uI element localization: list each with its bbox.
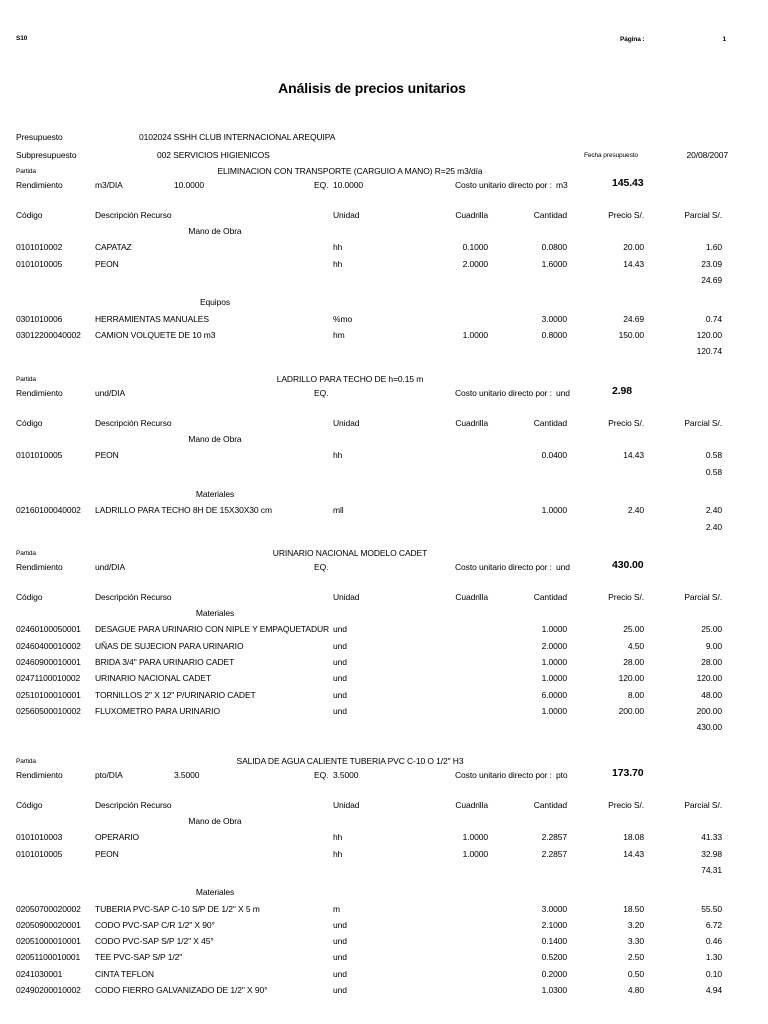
costo-value: 173.70 bbox=[612, 767, 644, 779]
page-label: Página : bbox=[620, 36, 645, 43]
presupuesto-label: Presupuesto bbox=[16, 132, 63, 142]
row-parcial: 1.30 bbox=[705, 952, 722, 963]
col-header-cantidad: Cantidad bbox=[533, 800, 567, 810]
row-unit: und bbox=[333, 968, 347, 979]
group-title: Mano de Obra bbox=[188, 226, 242, 236]
row-description: CODO FIERRO GALVANIZADO DE 1/2" X 90° bbox=[95, 985, 268, 995]
rendimiento-unit: pto/DIA bbox=[95, 770, 123, 780]
row-precio: 2.40 bbox=[627, 505, 644, 516]
row-precio: 4.80 bbox=[627, 985, 644, 995]
col-header-parcial: Parcial S/. bbox=[684, 592, 722, 602]
row-precio: 0.50 bbox=[627, 968, 644, 979]
row-description: TORNILLOS 2" X 12" P/URINARIO CADET bbox=[95, 689, 256, 700]
row-code: 02050700020002 bbox=[16, 903, 81, 914]
row-precio: 3.20 bbox=[627, 919, 644, 930]
row-parcial: 25.00 bbox=[701, 624, 722, 635]
partida-label: Partida bbox=[16, 168, 36, 175]
row-parcial: 120.00 bbox=[696, 673, 722, 684]
row-parcial: 32.98 bbox=[701, 848, 722, 859]
row-parcial: 4.94 bbox=[705, 985, 722, 995]
row-precio: 28.00 bbox=[623, 656, 644, 667]
row-code: 02051000010001 bbox=[16, 936, 81, 947]
row-unit: hm bbox=[333, 329, 345, 340]
rendimiento-label: Rendimiento bbox=[16, 180, 63, 190]
row-description: CODO PVC-SAP C/R 1/2" X 90° bbox=[95, 919, 215, 930]
row-description: PEON bbox=[95, 450, 119, 461]
row-unit: %mo bbox=[333, 313, 353, 324]
costo-label: Costo unitario directo por : bbox=[455, 388, 552, 398]
row-description: TEE PVC-SAP S/P 1/2" bbox=[95, 952, 183, 963]
row-code: 0101010002 bbox=[16, 242, 63, 253]
col-header-unidad: Unidad bbox=[333, 418, 360, 428]
costo-unit: pto bbox=[556, 770, 568, 780]
row-precio: 3.30 bbox=[627, 936, 644, 947]
row-unit: und bbox=[333, 705, 347, 716]
group-title: Materiales bbox=[195, 608, 235, 618]
eq-label: EQ. bbox=[314, 180, 329, 190]
row-cantidad: 2.2857 bbox=[541, 848, 567, 859]
row-code: 02460900010001 bbox=[16, 656, 81, 667]
row-code: 0101010005 bbox=[16, 258, 63, 269]
row-description: HERRAMIENTAS MANUALES bbox=[95, 313, 209, 324]
row-precio: 14.43 bbox=[623, 450, 644, 461]
col-header-unidad: Unidad bbox=[333, 210, 360, 220]
row-parcial: 41.33 bbox=[701, 832, 722, 843]
row-parcial: 1.60 bbox=[705, 242, 722, 253]
row-cantidad: 2.2857 bbox=[541, 832, 567, 843]
row-parcial: 0.58 bbox=[705, 450, 722, 461]
rendimiento-label: Rendimiento bbox=[16, 770, 63, 780]
row-unit: und bbox=[333, 985, 347, 995]
row-precio: 200.00 bbox=[618, 705, 644, 716]
col-header-codigo: Código bbox=[16, 418, 43, 428]
eq-label: EQ. bbox=[314, 388, 329, 398]
row-precio: 25.00 bbox=[623, 624, 644, 635]
col-header-descripcion: Descripción Recurso bbox=[95, 210, 172, 220]
row-description: UÑAS DE SUJECION PARA URINARIO bbox=[95, 640, 244, 651]
costo-unit: und bbox=[556, 562, 570, 572]
col-header-precio: Precio S/. bbox=[608, 800, 644, 810]
col-header-descripcion: Descripción Recurso bbox=[95, 800, 172, 810]
page-number: 1 bbox=[722, 36, 726, 43]
row-parcial: 2.40 bbox=[705, 505, 722, 516]
partida-label: Partida bbox=[16, 376, 36, 383]
row-unit: und bbox=[333, 673, 347, 684]
partida-name: URINARIO NACIONAL MODELO CADET bbox=[272, 548, 428, 558]
row-precio: 8.00 bbox=[627, 689, 644, 700]
eq-label: EQ. bbox=[314, 562, 329, 572]
row-cantidad: 1.0000 bbox=[541, 505, 567, 516]
row-unit: hh bbox=[333, 848, 343, 859]
rendimiento-label: Rendimiento bbox=[16, 562, 63, 572]
row-cuadrilla: 1.0000 bbox=[462, 848, 488, 859]
col-header-codigo: Código bbox=[16, 210, 43, 220]
row-description: DESAGUE PARA URINARIO CON NIPLE Y EMPAQUETADUR bbox=[95, 624, 330, 635]
row-code: 0101010005 bbox=[16, 450, 63, 461]
group-subtotal: 430.00 bbox=[696, 722, 722, 733]
row-unit: und bbox=[333, 624, 347, 635]
col-header-unidad: Unidad bbox=[333, 800, 360, 810]
col-header-descripcion: Descripción Recurso bbox=[95, 592, 172, 602]
row-parcial: 6.72 bbox=[705, 919, 722, 930]
row-code: 02050900020001 bbox=[16, 919, 81, 930]
row-precio: 120.00 bbox=[618, 673, 644, 684]
row-code: 02490200010002 bbox=[16, 985, 81, 995]
col-header-precio: Precio S/. bbox=[608, 418, 644, 428]
row-description: CINTA TEFLON bbox=[95, 968, 154, 979]
group-title: Mano de Obra bbox=[188, 816, 242, 826]
row-code: 02160100040002 bbox=[16, 505, 81, 516]
row-parcial: 0.10 bbox=[705, 968, 722, 979]
col-header-codigo: Código bbox=[16, 800, 43, 810]
row-description: LADRILLO PARA TECHO 8H DE 15X30X30 cm bbox=[95, 505, 272, 516]
col-header-parcial: Parcial S/. bbox=[684, 800, 722, 810]
rendimiento-unit: m3/DIA bbox=[95, 180, 123, 190]
row-precio: 18.50 bbox=[623, 903, 644, 914]
row-parcial: 28.00 bbox=[701, 656, 722, 667]
row-cantidad: 6.0000 bbox=[541, 689, 567, 700]
row-description: PEON bbox=[95, 848, 119, 859]
row-description: CAPATAZ bbox=[95, 242, 132, 253]
subpresupuesto-value: 002 SERVICIOS HIGIENICOS bbox=[157, 150, 270, 160]
row-cantidad: 1.0000 bbox=[541, 656, 567, 667]
row-parcial: 200.00 bbox=[696, 705, 722, 716]
rendimiento-unit: und/DIA bbox=[95, 562, 126, 572]
row-cantidad: 3.0000 bbox=[541, 313, 567, 324]
partida-name: LADRILLO PARA TECHO DE h=0.15 m bbox=[276, 374, 424, 384]
costo-label: Costo unitario directo por : bbox=[455, 770, 552, 780]
partida-label: Partida bbox=[16, 758, 36, 765]
col-header-parcial: Parcial S/. bbox=[684, 418, 722, 428]
subpresupuesto-label: Subpresupuesto bbox=[16, 150, 77, 160]
page-title: Análisis de precios unitarios bbox=[278, 80, 466, 96]
row-cantidad: 0.2000 bbox=[541, 968, 567, 979]
row-cuadrilla: 0.1000 bbox=[462, 242, 488, 253]
costo-value: 2.98 bbox=[612, 385, 633, 397]
system-label: S10 bbox=[16, 35, 28, 42]
row-unit: hh bbox=[333, 450, 343, 461]
row-cantidad: 2.0000 bbox=[541, 640, 567, 651]
row-unit: m bbox=[333, 903, 340, 914]
row-precio: 14.43 bbox=[623, 258, 644, 269]
row-description: FLUXOMETRO PARA URINARIO bbox=[95, 705, 220, 716]
row-unit: hh bbox=[333, 832, 343, 843]
row-parcial: 0.74 bbox=[705, 313, 722, 324]
row-code: 02471100010002 bbox=[16, 673, 81, 684]
row-cantidad: 0.5200 bbox=[541, 952, 567, 963]
row-description: CODO PVC-SAP S/P 1/2" X 45° bbox=[95, 936, 214, 947]
row-cantidad: 1.0000 bbox=[541, 705, 567, 716]
costo-label: Costo unitario directo por : bbox=[455, 562, 552, 572]
row-code: 0101010005 bbox=[16, 848, 63, 859]
row-precio: 4.50 bbox=[627, 640, 644, 651]
rendimiento-value: 10.0000 bbox=[174, 180, 205, 190]
fecha-value: 20/08/2007 bbox=[686, 150, 728, 160]
rendimiento-unit: und/DIA bbox=[95, 388, 126, 398]
row-cuadrilla: 2.0000 bbox=[462, 258, 488, 269]
row-cantidad: 0.0800 bbox=[541, 242, 567, 253]
row-cuadrilla: 1.0000 bbox=[462, 832, 488, 843]
row-code: 0301010006 bbox=[16, 313, 63, 324]
costo-value: 430.00 bbox=[612, 559, 644, 571]
eq-value: 3.5000 bbox=[333, 770, 359, 780]
row-unit: und bbox=[333, 952, 347, 963]
col-header-codigo: Código bbox=[16, 592, 43, 602]
group-title: Materiales bbox=[195, 488, 235, 499]
partida-label: Partida bbox=[16, 550, 36, 557]
row-code: 02051100010001 bbox=[16, 952, 81, 963]
col-header-parcial: Parcial S/. bbox=[684, 210, 722, 220]
eq-value: 10.0000 bbox=[333, 180, 364, 190]
row-unit: und bbox=[333, 936, 347, 947]
row-cantidad: 0.8000 bbox=[541, 329, 567, 340]
row-cantidad: 0.1400 bbox=[541, 936, 567, 947]
row-unit: und bbox=[333, 689, 347, 700]
row-precio: 24.69 bbox=[623, 313, 644, 324]
row-cantidad: 3.0000 bbox=[541, 903, 567, 914]
col-header-cuadrilla: Cuadrilla bbox=[455, 210, 488, 220]
row-code: 0241030001 bbox=[16, 968, 63, 979]
row-description: URINARIO NACIONAL CADET bbox=[95, 673, 211, 684]
col-header-cuadrilla: Cuadrilla bbox=[455, 800, 488, 810]
row-precio: 18.08 bbox=[623, 832, 644, 843]
row-cantidad: 1.0300 bbox=[541, 985, 567, 995]
row-precio: 14.43 bbox=[623, 848, 644, 859]
row-description: BRIDA 3/4" PARA URINARIO CADET bbox=[95, 656, 235, 667]
col-header-cuadrilla: Cuadrilla bbox=[455, 418, 488, 428]
row-description: CAMION VOLQUETE DE 10 m3 bbox=[95, 329, 216, 340]
row-cantidad: 0.0400 bbox=[541, 450, 567, 461]
col-header-cantidad: Cantidad bbox=[533, 418, 567, 428]
costo-value: 145.43 bbox=[612, 177, 644, 189]
fecha-label: Fecha presupuesto bbox=[584, 152, 638, 159]
group-subtotal: 74.31 bbox=[701, 864, 722, 875]
group-subtotal: 24.69 bbox=[701, 274, 722, 285]
group-title: Mano de Obra bbox=[188, 434, 242, 444]
row-parcial: 120.00 bbox=[696, 329, 722, 340]
group-title: Equipos bbox=[199, 297, 231, 308]
row-unit: hh bbox=[333, 242, 343, 253]
col-header-cantidad: Cantidad bbox=[533, 592, 567, 602]
presupuesto-value: 0102024 SSHH CLUB INTERNACIONAL AREQUIPA bbox=[139, 132, 336, 142]
costo-unit: m3 bbox=[556, 180, 568, 190]
rendimiento-value: 3.5000 bbox=[174, 770, 200, 780]
row-description: OPERARIO bbox=[95, 832, 140, 843]
row-code: 03012200040002 bbox=[16, 329, 81, 340]
row-precio: 2.50 bbox=[627, 952, 644, 963]
rendimiento-label: Rendimiento bbox=[16, 388, 63, 398]
row-parcial: 9.00 bbox=[705, 640, 722, 651]
row-cantidad: 2.1000 bbox=[541, 919, 567, 930]
col-header-descripcion: Descripción Recurso bbox=[95, 418, 172, 428]
col-header-precio: Precio S/. bbox=[608, 592, 644, 602]
row-unit: mll bbox=[333, 505, 344, 516]
group-subtotal: 0.58 bbox=[705, 466, 722, 477]
row-cantidad: 1.6000 bbox=[541, 258, 567, 269]
row-parcial: 48.00 bbox=[701, 689, 722, 700]
partida-name: SALIDA DE AGUA CALIENTE TUBERIA PVC C-10 O 1/2" H3 bbox=[236, 756, 464, 766]
row-code: 02510100010001 bbox=[16, 689, 81, 700]
row-unit: und bbox=[333, 656, 347, 667]
costo-unit: und bbox=[556, 388, 570, 398]
row-cuadrilla: 1.0000 bbox=[462, 329, 488, 340]
row-code: 02460400010002 bbox=[16, 640, 81, 651]
row-unit: hh bbox=[333, 258, 343, 269]
row-unit: und bbox=[333, 919, 347, 930]
row-description: TUBERIA PVC-SAP C-10 S/P DE 1/2" X 5 m bbox=[95, 903, 260, 914]
row-code: 0101010003 bbox=[16, 832, 63, 843]
group-subtotal: 2.40 bbox=[705, 521, 722, 532]
row-unit: und bbox=[333, 640, 347, 651]
row-cantidad: 1.0000 bbox=[541, 673, 567, 684]
col-header-cantidad: Cantidad bbox=[533, 210, 567, 220]
row-parcial: 0.46 bbox=[705, 936, 722, 947]
row-description: PEON bbox=[95, 258, 119, 269]
row-cantidad: 1.0000 bbox=[541, 624, 567, 635]
group-title: Materiales bbox=[195, 887, 235, 898]
partida-name: ELIMINACION CON TRANSPORTE (CARGUIO A MANO) R=25 m3/día bbox=[217, 166, 483, 176]
row-parcial: 55.50 bbox=[701, 903, 722, 914]
row-precio: 20.00 bbox=[623, 242, 644, 253]
col-header-precio: Precio S/. bbox=[608, 210, 644, 220]
col-header-unidad: Unidad bbox=[333, 592, 360, 602]
row-parcial: 23.09 bbox=[701, 258, 722, 269]
col-header-cuadrilla: Cuadrilla bbox=[455, 592, 488, 602]
costo-label: Costo unitario directo por : bbox=[455, 180, 552, 190]
row-code: 02560500010002 bbox=[16, 705, 81, 716]
row-precio: 150.00 bbox=[618, 329, 644, 340]
row-code: 02460100050001 bbox=[16, 624, 81, 635]
eq-label: EQ. bbox=[314, 770, 329, 780]
group-subtotal: 120.74 bbox=[696, 346, 722, 357]
